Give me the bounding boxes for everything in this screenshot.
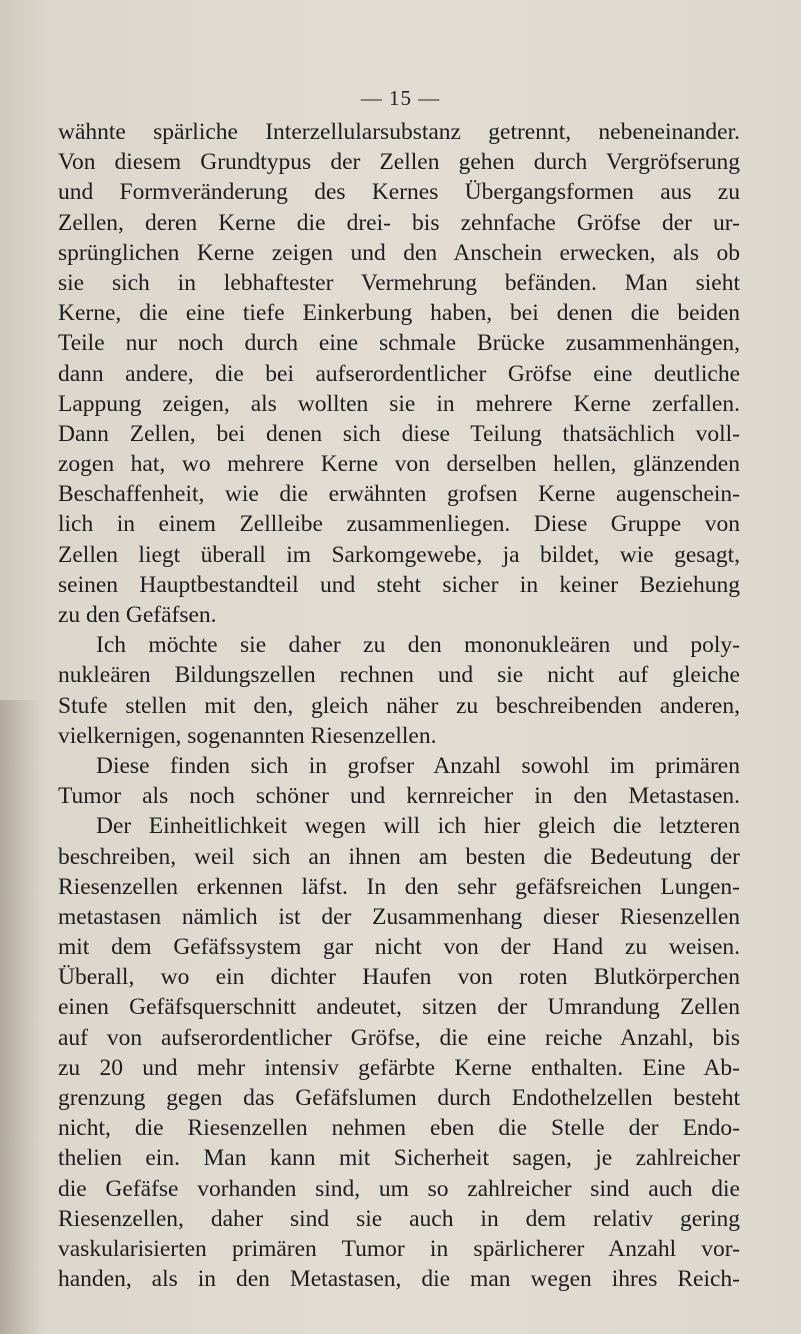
- text-line: nicht, die Riesenzellen nehmen eben die Stelle der Endo-: [58, 1115, 740, 1142]
- text-line: lich in einem Zellleibe zusammenliegen. Diese Gruppe von: [58, 511, 740, 538]
- text-line: zu den Gefäfsen.: [58, 602, 217, 628]
- text-line: Überall, wo ein dichter Haufen von roten Blutkörperchen: [58, 964, 740, 991]
- text-line: die Gefäfse vorhanden sind, um so zahlreicher sind auch die: [58, 1175, 740, 1202]
- text-line: dann andere, die bei aufserordentlicher Gröfse eine deutliche: [58, 360, 740, 387]
- text-line: Teile nur noch durch eine schmale Brücke zusammenhängen,: [58, 330, 740, 357]
- text-line: mit dem Gefäfssystem gar nicht von der Hand zu weisen.: [58, 934, 740, 961]
- text-line: zogen hat, wo mehrere Kerne von derselben hellen, glänzenden: [58, 451, 740, 478]
- text-line: Riesenzellen, daher sind sie auch in dem relativ gering: [58, 1205, 740, 1232]
- text-line: und Formveränderung des Kernes Übergangsformen aus zu: [58, 179, 740, 206]
- text-line: thelien ein. Man kann mit Sicherheit sagen, je zahlreicher: [58, 1145, 740, 1172]
- text-line: sie sich in lebhaftester Vermehrung befänden. Man sieht: [58, 269, 740, 296]
- text-line: wähnte spärliche Interzellularsubstanz getrennt, nebeneinander.: [58, 119, 740, 145]
- text-line: vaskularisierten primären Tumor in spärlicherer Anzahl vor-: [58, 1235, 740, 1262]
- text-line: Lappung zeigen, als wollten sie in mehrere Kerne zerfallen.: [58, 390, 740, 417]
- text-line: zu 20 und mehr intensiv gefärbte Kerne enthalten. Eine Ab-: [58, 1054, 740, 1081]
- text-line: handen, als in den Metastasen, die man wegen ihres Reich-: [58, 1266, 740, 1293]
- text-line: Beschaffenheit, wie die erwähnten grofsen Kerne augenschein-: [58, 481, 740, 508]
- text-line: nukleären Bildungszellen rechnen und sie nicht auf gleiche: [58, 662, 740, 689]
- text-line: Ich möchte sie daher zu den mononukleären und poly-: [96, 632, 740, 659]
- page-edge-shadow: [0, 700, 40, 1334]
- text-line: beschreiben, weil sich an ihnen am besten die Bedeutung der: [58, 843, 740, 870]
- body-text: [58, 117, 740, 1294]
- text-line: seinen Hauptbestandteil und steht sicher in keiner Beziehung: [58, 571, 740, 598]
- text-line: Von diesem Grundtypus der Zellen gehen durch Vergröfserung: [58, 149, 740, 176]
- text-line: Zellen, deren Kerne die drei- bis zehnfache Gröfse der ur-: [58, 209, 740, 236]
- text-line: Dann Zellen, bei denen sich diese Teilung thatsächlich voll-: [58, 420, 740, 447]
- text-line: metastasen nämlich ist der Zusammenhang dieser Riesenzellen: [58, 903, 740, 930]
- text-line: Tumor als noch schöner und kernreicher in den Metastasen.: [58, 783, 740, 810]
- text-line: Stufe stellen mit den, gleich näher zu beschreibenden anderen,: [58, 692, 740, 719]
- text-line: sprünglichen Kerne zeigen und den Anschein erwecken, als ob: [58, 239, 740, 266]
- text-line: grenzung gegen das Gefäfslumen durch Endothelzellen besteht: [58, 1085, 740, 1111]
- text-line: vielkernigen, sogenannten Riesenzellen.: [58, 722, 437, 749]
- text-line: auf von aufserordentlicher Gröfse, die eine reiche Anzahl, bis: [58, 1024, 740, 1051]
- text-line: Riesenzellen erkennen läfst. In den sehr gefäfsreichen Lungen-: [58, 873, 740, 900]
- text-line: Zellen liegt überall im Sarkomgewebe, ja bildet, wie gesagt,: [58, 541, 740, 568]
- text-line: Diese finden sich in grofser Anzahl sowohl im primären: [96, 752, 740, 779]
- text-line: Der Einheitlichkeit wegen will ich hier gleich die letzteren: [96, 813, 740, 840]
- text-line: Kerne, die eine tiefe Einkerbung haben, bei denen die beiden: [58, 300, 740, 327]
- text-line: einen Gefäfsquerschnitt andeutet, sitzen der Umrandung Zellen: [58, 994, 740, 1021]
- page-number: — 15 —: [360, 86, 441, 110]
